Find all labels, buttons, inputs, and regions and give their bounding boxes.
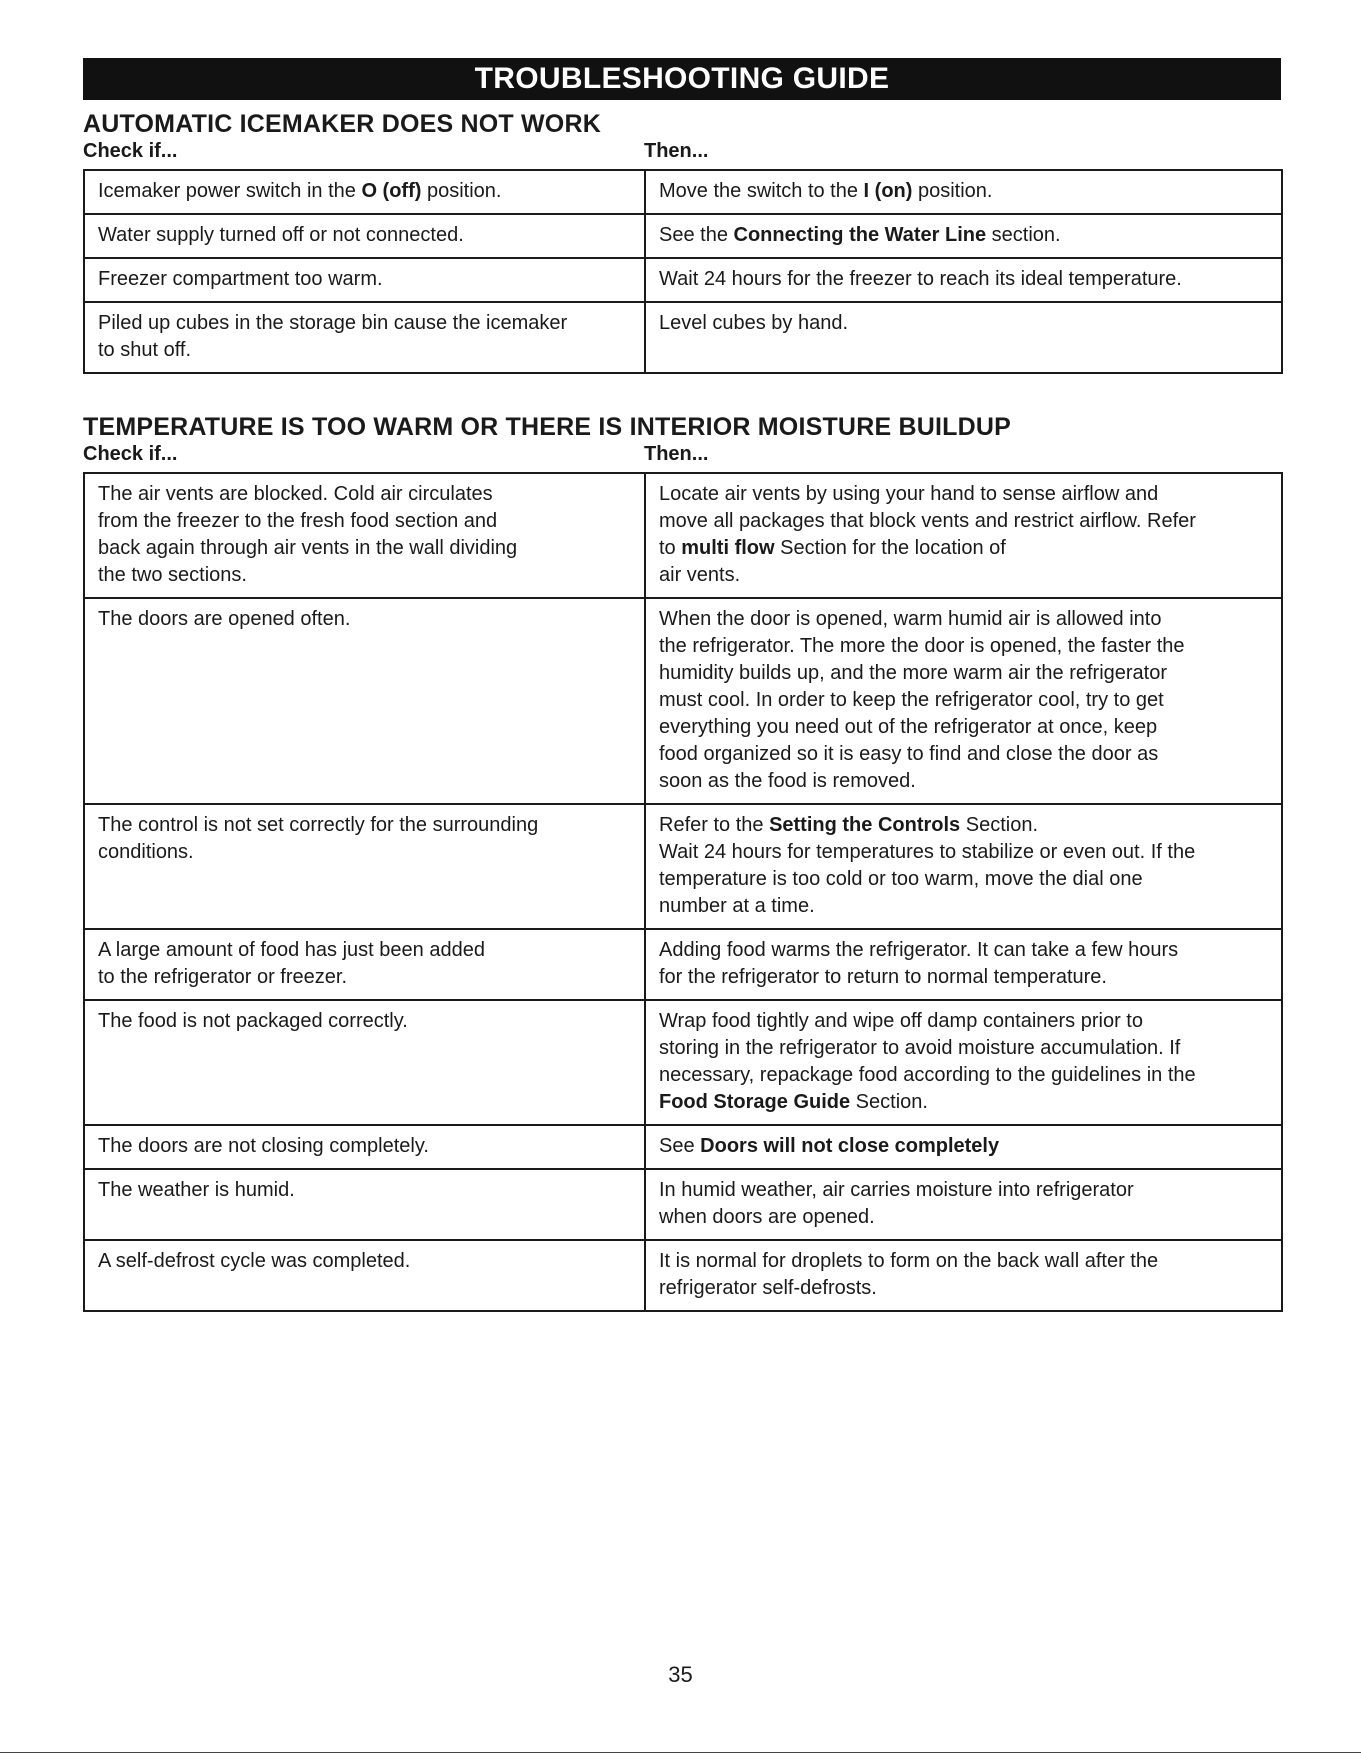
cell-text: See <box>659 1135 701 1157</box>
bold-reference: O (off) <box>361 180 422 202</box>
bold-reference: multi flow <box>681 537 775 559</box>
then-cell <box>645 302 1282 373</box>
check-cell <box>84 258 645 302</box>
then-cell <box>645 929 1282 1000</box>
section-heading: AUTOMATIC ICEMAKER DOES NOT WORK <box>83 110 601 138</box>
cell-text: Level cubes by hand. <box>659 312 849 334</box>
bottom-divider <box>0 1752 1361 1753</box>
table-row <box>84 473 1282 598</box>
then-cell <box>645 473 1282 598</box>
cell-text: In humid weather, air carries moisture into refrigerator when doors are opened. <box>659 1179 1134 1228</box>
check-cell <box>84 1240 645 1311</box>
then-cell <box>645 214 1282 258</box>
bold-reference: Setting the Controls <box>769 814 961 836</box>
cell-text: Section for the location of air vents. <box>659 537 1006 586</box>
then-cell <box>645 804 1282 929</box>
check-if-label: Check if... <box>83 140 178 162</box>
column-headers <box>83 442 1281 472</box>
cell-text: Locate air vents by using your hand to sense airflow and move all packages that block vents and restrict airflow. Refer to <box>659 483 1196 559</box>
table-row <box>84 1169 1282 1240</box>
cell-text: Wrap food tightly and wipe off damp containers prior to storing in the refrigerator to avoid moisture accumulation. If necessary, repackage food according to the guidelines in the <box>659 1010 1196 1086</box>
cell-text: section. <box>986 224 1061 246</box>
check-cell <box>84 170 645 214</box>
cell-text: position. <box>421 180 502 202</box>
cell-text: The air vents are blocked. Cold air circulates from the freezer to the fresh food section and back again through air vents in the wall dividing the two sections. <box>98 483 518 586</box>
check-cell <box>84 1169 645 1240</box>
check-cell <box>84 1125 645 1169</box>
cell-text: A large amount of food has just been added to the refrigerator or freezer. <box>98 939 485 988</box>
check-cell <box>84 598 645 804</box>
table-row <box>84 258 1282 302</box>
cell-text: Piled up cubes in the storage bin cause the icemaker to shut off. <box>98 312 568 361</box>
check-cell <box>84 1000 645 1125</box>
table-row <box>84 302 1282 373</box>
cell-text: Icemaker power switch in the <box>98 180 362 202</box>
check-cell <box>84 929 645 1000</box>
then-cell <box>645 258 1282 302</box>
cell-text: position. <box>912 180 993 202</box>
then-cell <box>645 598 1282 804</box>
check-cell <box>84 804 645 929</box>
section-heading: TEMPERATURE IS TOO WARM OR THERE IS INTERIOR MOISTURE BUILDUP <box>83 413 1011 441</box>
then-label: Then... <box>644 140 709 162</box>
table-row <box>84 804 1282 929</box>
then-cell <box>645 1240 1282 1311</box>
section-icemaker <box>83 109 1281 374</box>
cell-text: Wait 24 hours for the freezer to reach its ideal temperature. <box>659 268 1182 290</box>
cell-text: The doors are opened often. <box>98 608 351 630</box>
cell-text: See the <box>659 224 734 246</box>
cell-text: It is normal for droplets to form on the back wall after the refrigerator self-defrosts. <box>659 1250 1159 1299</box>
cell-text: Water supply turned off or not connected. <box>98 224 464 246</box>
section-temperature-moisture <box>83 412 1281 1312</box>
table-row <box>84 1240 1282 1311</box>
cell-text: Refer to the <box>659 814 770 836</box>
page-number: 35 <box>668 1662 693 1687</box>
then-cell <box>645 1000 1282 1125</box>
check-cell <box>84 473 645 598</box>
bold-reference: Connecting the Water Line <box>733 224 987 246</box>
check-cell <box>84 214 645 258</box>
troubleshooting-table <box>83 169 1283 374</box>
check-if-label: Check if... <box>83 443 178 465</box>
table-row <box>84 1125 1282 1169</box>
table-row <box>84 929 1282 1000</box>
cell-text: Move the switch to the <box>659 180 864 202</box>
table-row <box>84 214 1282 258</box>
cell-text: Section. Wait 24 hours for temperatures to stabilize or even out. If the temperature is too cold or too warm, move the dial one number at a time. <box>659 814 1196 917</box>
column-headers <box>83 139 1281 169</box>
cell-text: Section. <box>850 1091 928 1113</box>
then-cell <box>645 1125 1282 1169</box>
cell-text: Adding food warms the refrigerator. It can take a few hours for the refrigerator to return to normal temperature. <box>659 939 1179 988</box>
cell-text: Freezer compartment too warm. <box>98 268 383 290</box>
check-cell <box>84 302 645 373</box>
cell-text: When the door is opened, warm humid air is allowed into the refrigerator. The more the door is opened, the faster the humidity builds up, and the more warm air the refrigerator must cool. In order to keep the refrigerator cool, try to get everything you need out of the refrigerator at once, keep food organized so it is easy to find and close the door as soon as the food is removed. <box>659 608 1185 792</box>
table-row <box>84 1000 1282 1125</box>
page-title: TROUBLESHOOTING GUIDE <box>83 58 1281 100</box>
table-row <box>84 170 1282 214</box>
cell-text: The control is not set correctly for the surrounding conditions. <box>98 814 539 863</box>
then-label: Then... <box>644 443 709 465</box>
troubleshooting-table <box>83 472 1283 1312</box>
then-cell <box>645 1169 1282 1240</box>
table-row <box>84 598 1282 804</box>
cell-text: The doors are not closing completely. <box>98 1135 429 1157</box>
document-page <box>83 58 1281 1312</box>
bold-reference: Doors will not close completely <box>700 1135 1000 1157</box>
cell-text: The weather is humid. <box>98 1179 295 1201</box>
bold-reference: I (on) <box>863 180 913 202</box>
then-cell <box>645 170 1282 214</box>
bold-reference: Food Storage Guide <box>659 1091 851 1113</box>
cell-text: The food is not packaged correctly. <box>98 1010 408 1032</box>
cell-text: A self-defrost cycle was completed. <box>98 1250 411 1272</box>
